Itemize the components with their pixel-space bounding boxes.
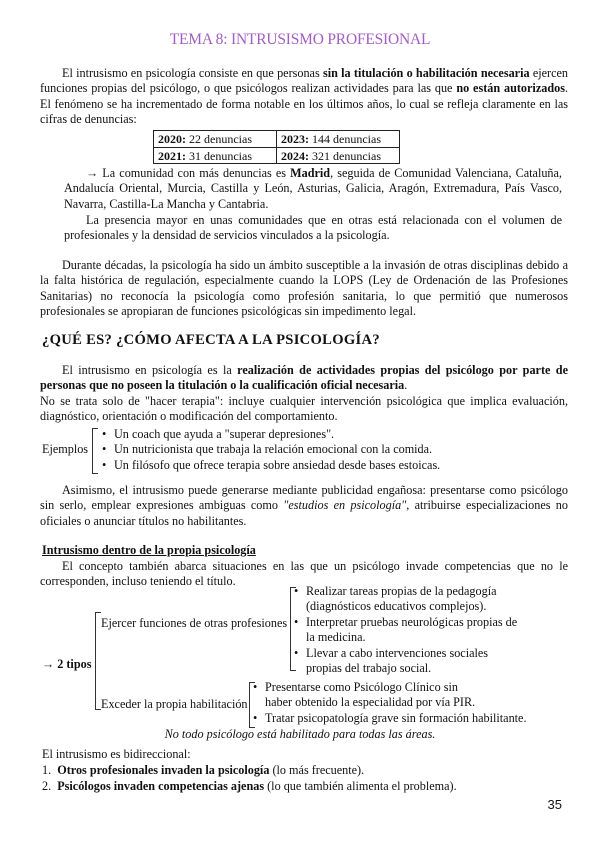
tipo2-label: Exceder la propia habilitación xyxy=(101,697,248,711)
section-heading: ¿QUÉ ES? ¿CÓMO AFECTA A LA PSICOLOGÍA? xyxy=(42,332,380,348)
bidireccional-intro: El intrusismo es bidireccional: xyxy=(42,747,191,761)
tipo1-label: Ejercer funciones de otras profesiones xyxy=(101,616,288,630)
page-number: 35 xyxy=(547,797,562,812)
table-cell: 2023: 144 denuncias xyxy=(277,131,400,148)
ejemplos-list xyxy=(100,427,560,473)
ejemplos-label: Ejemplos xyxy=(42,442,89,456)
table-cell: 2024: 321 denuncias xyxy=(277,147,400,164)
comunidad-paragraph: → La comunidad con más denuncias es Madrid, seguida de Comunidad Valenciana, Cataluña, Andalucía Oriental, Murcia, Castilla y León, Asturias, Galicia, Aragón, Extremadura, País Vasco, Navarra, Castilla-La Mancha y Cantabria. xyxy=(64,166,562,211)
nota: No todo psicólogo está habilitado para todas las áreas. xyxy=(164,727,436,741)
table-cell: 2021: 31 denuncias xyxy=(154,147,277,164)
subsection-paragraph: El concepto también abarca situaciones en las que un psicólogo invade competencias que no le corresponden, incluso teniendo el título. xyxy=(40,559,568,589)
list-item: • Presentarse como Psicólogo Clínico sin haber obtenido la especialidad por vía PIR. xyxy=(251,680,485,711)
list-item: • Realizar tareas propias de la pedagogía (diagnósticos educativos complejos). xyxy=(292,584,522,615)
list-item: • Un filósofo que ofrece terapia sobre ansiedad desde bases estoicas. xyxy=(100,458,560,473)
definicion-note: No se trata solo de "hacer terapia": incluye cualquier intervención psicológica que implica evaluación, diagnóstico, orientación o modificación del comportamiento. xyxy=(40,394,568,424)
list-item: • Un nutricionista que trabaja la relación emocional con la comida. xyxy=(100,442,560,457)
list-item: • Tratar psicopatología grave sin formación habilitante. xyxy=(251,711,551,726)
ejemplos-brace xyxy=(92,428,98,474)
bidireccional-item-2: 2. Psicólogos invaden competencias ajenas (lo que también alimenta el problema). xyxy=(42,779,457,793)
publicidad-paragraph: Asimismo, el intrusismo puede generarse mediante publicidad engañosa: presentarse como psicólogo sin serlo, emplear expresiones ambiguas como "estudios en psicología", atribuirse especializaciones no oficiales o anunciar títulos no habilitantes. xyxy=(40,483,568,528)
tipo2-list xyxy=(251,680,551,726)
presencia-paragraph: La presencia mayor en unas comunidades que en otras está relacionada con el volumen de profesionales y la densidad de servicios vinculados a la psicología. xyxy=(64,213,562,243)
list-item: • Un coach que ayuda a "superar depresiones". xyxy=(100,427,560,442)
table-row xyxy=(154,147,400,164)
tipos-label: → 2 tipos xyxy=(42,657,92,671)
historia-paragraph: Durante décadas, la psicología ha sido un ámbito susceptible a la invasión de otras disciplinas debido a la falta histórica de regulación, especialmente cuando la LOPS (Ley de Ordenación de las Profesiones Sanitarias) no reconocía la psicología como profesión sanitaria, lo que permitió que numerosos profesionales se apropiaran de funciones psicológicas sin impedimento legal. xyxy=(40,258,568,319)
list-item: • Llevar a cabo intervenciones sociales propias del trabajo social. xyxy=(292,646,522,677)
intro-paragraph: El intrusismo en psicología consiste en que personas sin la titulación o habilitación necesaria ejercen funciones propias del psicólogo, o que psicólogos realizan actividades para las que no están autorizados. El fenómeno se ha incrementado de forma notable en los últimos años, lo cual se refleja claramente en las cifras de denuncias: xyxy=(40,66,568,127)
page-title: TEMA 8: INTRUSISMO PROFESIONAL xyxy=(169,31,431,48)
subsection-heading: Intrusismo dentro de la propia psicología xyxy=(42,543,256,557)
tipo1-list xyxy=(292,584,522,676)
list-item: • Interpretar pruebas neurológicas propias de la medicina. xyxy=(292,615,522,646)
bidireccional-item-1: 1. Otros profesionales invaden la psicología (lo más frecuente). xyxy=(42,763,365,777)
table-cell: 2020: 22 denuncias xyxy=(154,131,277,148)
definicion-paragraph: El intrusismo en psicología es la realización de actividades propias del psicólogo por parte de personas que no poseen la titulación o la cualificación oficial necesaria. xyxy=(40,363,568,393)
denuncias-table xyxy=(153,130,400,164)
table-row xyxy=(154,131,400,148)
